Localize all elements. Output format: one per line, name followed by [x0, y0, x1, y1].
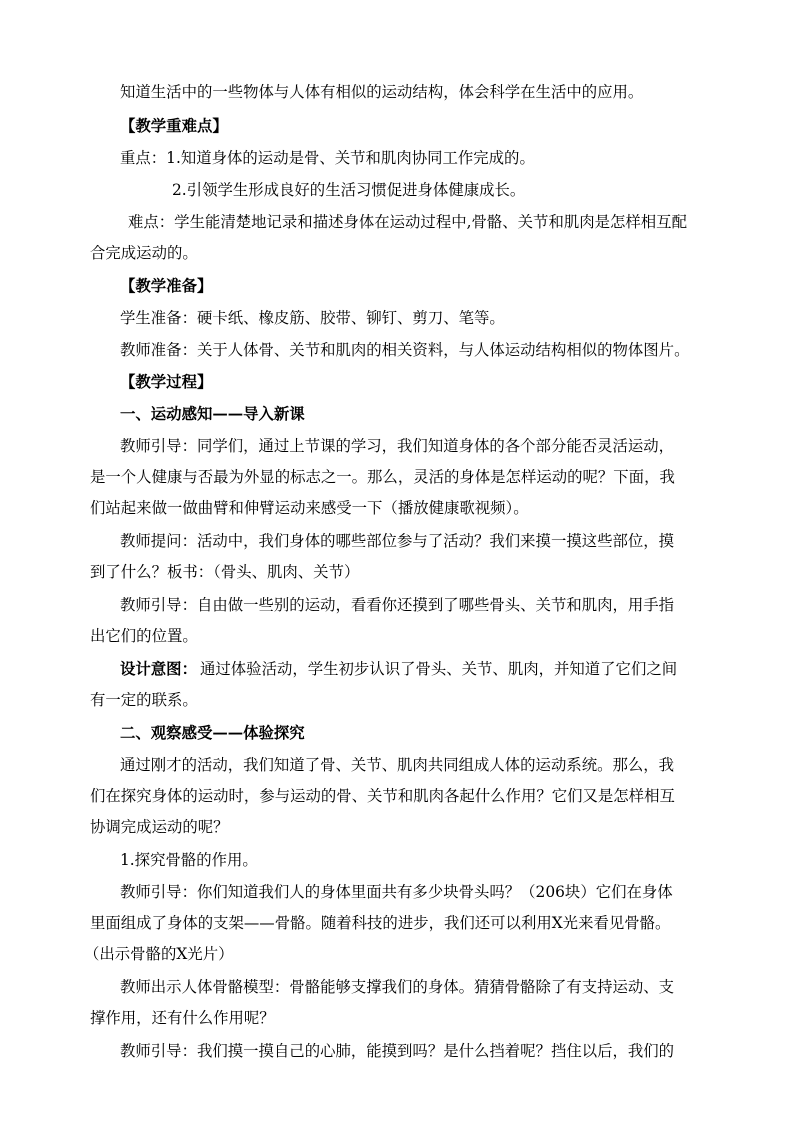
text-line: 2.引领学生形成良好的生活习惯促进身体健康成长。 — [172, 181, 526, 199]
text-line: 是一个人健康与否最为外显的标志之一。那么，灵活的身体是怎样运动的呢？下面，我 — [90, 468, 675, 486]
text-line: 通过体验活动，学生初步认识了骨头、关节、肌肉，并知道了它们之间 — [200, 660, 678, 678]
text-line: 1.探究骨骼的作用。 — [120, 851, 258, 869]
text-line: 们在探究身体的运动时，参与运动的骨、关节和肌肉各起什么作用？它们又是怎样相互 — [90, 787, 675, 805]
section-heading-key-points: 【教学重难点】 — [120, 117, 228, 135]
text-line: 通过刚才的活动，我们知道了骨、关节、肌肉共同组成人体的运动系统。那么，我 — [120, 756, 675, 774]
text-line: 协调完成运动的呢？ — [90, 818, 229, 836]
text-line: 难点：学生能清楚地记录和描述身体在运动过程中,骨骼、关节和肌肉是怎样相互配 — [128, 213, 687, 231]
design-intent-label: 设计意图： — [120, 660, 197, 678]
section-heading-preparation: 【教学准备】 — [120, 277, 213, 295]
text-line: 里面组成了身体的支架——骨骼。随着科技的进步，我们还可以利用X光来看见骨骼。 — [90, 914, 671, 932]
text-line: 有一定的联系。 — [90, 691, 198, 709]
section-heading-process: 【教学过程】 — [120, 373, 213, 391]
text-line: 重点：1.知道身体的运动是骨、关节和肌肉协同工作完成的。 — [120, 149, 535, 167]
text-line: 们站起来做一做曲臂和伸臂运动来感受一下（播放健康歌视频）。 — [90, 499, 529, 517]
text-line: 教师出示人体骨骼模型：骨骼能够支撑我们的身体。猜猜骨骼除了有支持运动、支 — [120, 978, 675, 996]
text-line: 教师引导：我们摸一摸自己的心肺，能摸到吗？是什么挡着呢？挡住以后，我们的 — [120, 1042, 675, 1060]
text-line: 到了什么？板书：（骨头、肌肉、关节） — [90, 563, 360, 581]
text-line: 教师准备：关于人体骨、关节和肌肉的相关资料，与人体运动结构相似的物体图片。 — [120, 341, 690, 359]
text-line: （出示骨骼的X光片） — [84, 945, 234, 963]
text-line: 合完成运动的。 — [90, 244, 198, 262]
subsection-heading-1: 一、运动感知——导入新课 — [120, 405, 305, 423]
text-line: 教师提问：活动中，我们身体的哪些部位参与了活动？我们来摸一摸这些部位，摸 — [120, 532, 675, 550]
text-line: 教师引导：同学们，通过上节课的学习，我们知道身体的各个部分能否灵活运动， — [120, 437, 675, 455]
text-line: 学生准备：硬卡纸、橡皮筋、胶带、铆钉、剪刀、笔等。 — [120, 309, 505, 327]
text-line: 教师引导：你们知道我们人的身体里面共有多少块骨头吗？（206块）它们在身体 — [120, 883, 673, 901]
text-line: 知道生活中的一些物体与人体有相似的运动结构，体会科学在生活中的应用。 — [120, 83, 644, 101]
text-line: 出它们的位置。 — [90, 627, 198, 645]
text-line: 教师引导：自由做一些别的运动，看看你还摸到了哪些骨头、关节和肌肉，用手指 — [120, 596, 675, 614]
subsection-heading-2: 二、观察感受——体验探究 — [120, 724, 305, 742]
text-line: 撑作用，还有什么作用呢？ — [90, 1009, 275, 1027]
